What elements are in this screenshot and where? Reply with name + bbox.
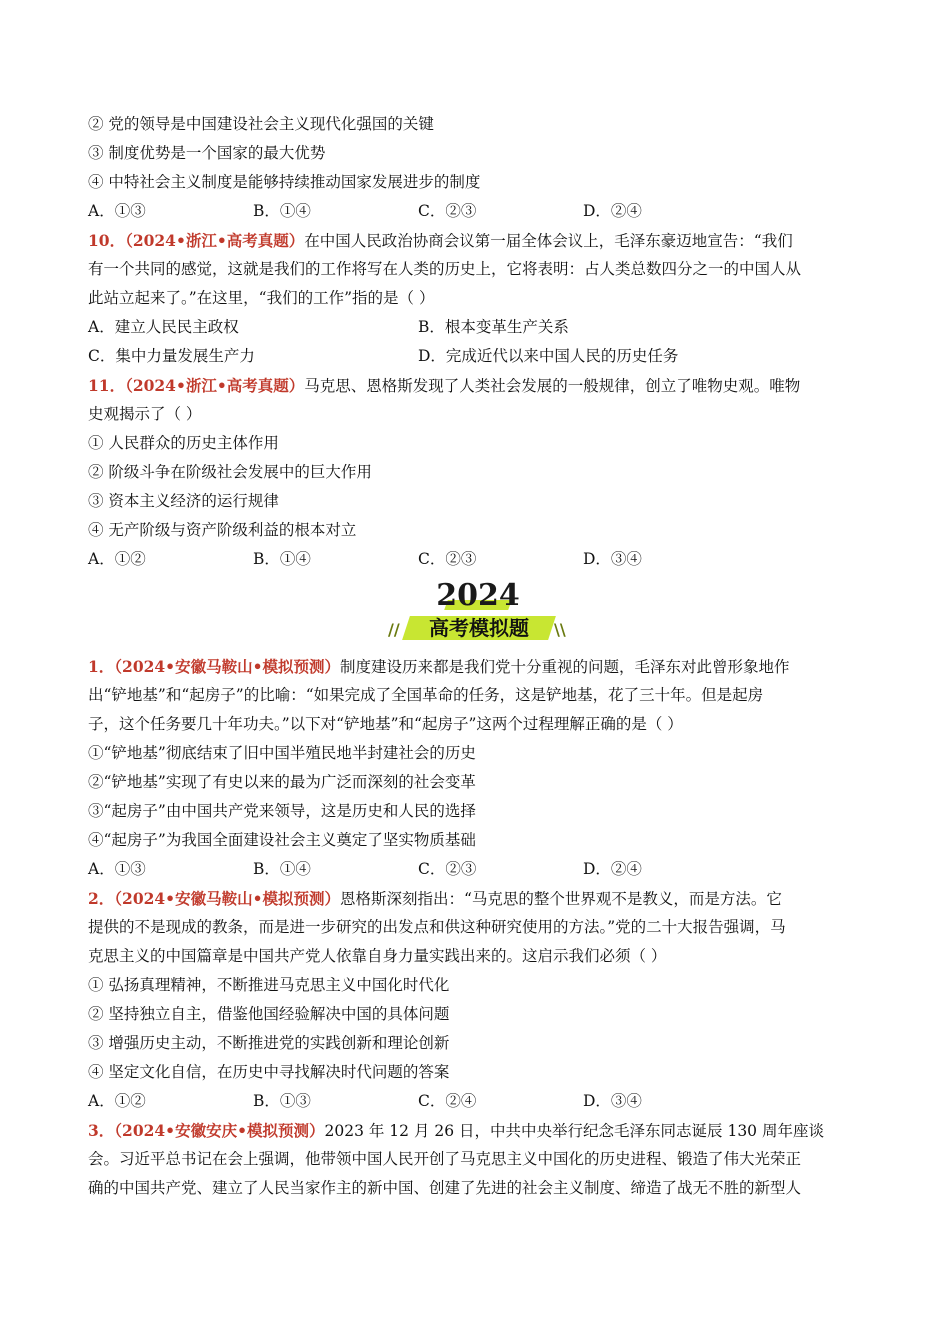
option-b: B．①③: [253, 1092, 311, 1110]
q10-options-row1: [88, 313, 868, 342]
option-a: A．①②: [88, 1092, 146, 1110]
m1-item-3: ③“起房子”由中国共产党来领导，这是历史和人民的选择: [88, 802, 476, 820]
prev-item-2: ② 党的领导是中国建设社会主义现代化强国的关键: [88, 115, 434, 133]
q11-item-4: ④ 无产阶级与资产阶级利益的根本对立: [88, 521, 357, 539]
option-d: D．②④: [583, 202, 642, 220]
m1-line2: 出“铲地基”和“起房子”的比喻：“如果完成了全国革命的任务，这是铲地基，花了三十年。但是起房: [88, 686, 764, 704]
left-slash-icon: //: [388, 620, 400, 639]
option-d: D．②④: [583, 860, 642, 878]
q10-line1: 10．（2024•浙江•高考真题）在中国人民政治协商会议第一届全体会议上，毛泽东豪迈地宣告：“我们: [88, 231, 793, 250]
option-b: B．根本变革生产关系: [418, 318, 569, 336]
option-d: D．③④: [583, 550, 642, 568]
banner-year: 2024: [436, 578, 520, 613]
m2-line3: 克思主义的中国篇章是中国共产党人依靠自身力量实践出来的。这启示我们必须（ ）: [88, 947, 667, 965]
banner-title: 高考模拟题: [429, 616, 529, 640]
m3-line2: 会。习近平总书记在会上强调，他带领中国人民开创了马克思主义中国化的历史进程、锻造了伟大光荣正: [88, 1150, 802, 1168]
q11-item-1: ① 人民群众的历史主体作用: [88, 434, 279, 452]
m1-source: 1．（2024•安徽马鞍山•模拟预测）: [88, 657, 340, 676]
option-c: C．②③: [418, 550, 477, 568]
option-d: D．③④: [583, 1092, 642, 1110]
m2-options: [88, 1087, 868, 1116]
option-c: C．②③: [418, 860, 477, 878]
q10-line3: 此站立起来了。”在这里，“我们的工作”指的是（ ）: [88, 289, 435, 307]
q10-line2: 有一个共同的感觉，这就是我们的工作将写在人类的历史上，它将表明：占人类总数四分之一的中国人从: [88, 260, 802, 278]
option-b: B．①④: [253, 202, 311, 220]
m2-item-4: ④ 坚定文化自信，在历史中寻找解决时代问题的答案: [88, 1063, 450, 1081]
m1-line3: 子，这个任务要几十年功夫。”以下对“铲地基”和“起房子”这两个过程理解正确的是（ ）: [88, 715, 683, 733]
m3-line3: 确的中国共产党、建立了人民当家作主的新中国、创建了先进的社会主义制度、缔造了战无不胜的新型人: [88, 1179, 802, 1197]
m3-line1: 3．（2024•安徽安庆•模拟预测）2023 年 12 月 26 日，中共中央举行纪念毛泽东同志诞辰 130 周年座谈: [88, 1121, 824, 1140]
option-c: C．集中力量发展生产力: [88, 347, 255, 365]
q11-options: [88, 545, 868, 574]
m1-item-2: ②“铲地基”实现了有史以来的最为广泛而深刻的社会变革: [88, 773, 476, 791]
q11-line1: 11．（2024•浙江•高考真题）马克思、恩格斯发现了人类社会发展的一般规律，创立了唯物史观。唯物: [88, 376, 801, 395]
m2-item-2: ② 坚持独立自主，借鉴他国经验解决中国的具体问题: [88, 1005, 450, 1023]
q10-source: 10．（2024•浙江•高考真题）: [88, 231, 305, 250]
option-d: D．完成近代以来中国人民的历史任务: [418, 347, 679, 365]
m1-options: [88, 855, 868, 884]
option-a: A．①②: [88, 550, 146, 568]
prev-options: [88, 197, 868, 226]
option-c: C．②③: [418, 202, 477, 220]
option-a: A．①③: [88, 202, 146, 220]
option-b: B．①④: [253, 860, 311, 878]
prev-item-3: ③ 制度优势是一个国家的最大优势: [88, 144, 326, 162]
option-a: A．①③: [88, 860, 146, 878]
option-a: A．建立人民民主政权: [88, 318, 239, 336]
m2-item-1: ① 弘扬真理精神，不断推进马克思主义中国化时代化: [88, 976, 450, 994]
right-slash-icon: \\: [554, 620, 566, 639]
m3-source: 3．（2024•安徽安庆•模拟预测）: [88, 1121, 325, 1140]
m2-item-3: ③ 增强历史主动，不断推进党的实践创新和理论创新: [88, 1034, 450, 1052]
q11-item-2: ② 阶级斗争在阶级社会发展中的巨大作用: [88, 463, 372, 481]
option-c: C．②④: [418, 1092, 477, 1110]
m2-line1: 2．（2024•安徽马鞍山•模拟预测）恩格斯深刻指出：“马克思的整个世界观不是教义，而是方法。它: [88, 889, 782, 908]
q10-options-row2: [88, 342, 868, 371]
document-page: [88, 110, 868, 1203]
q11-source: 11．（2024•浙江•高考真题）: [88, 376, 305, 395]
q11-line2: 史观揭示了（ ）: [88, 405, 202, 423]
m1-item-4: ④“起房子”为我国全面建设社会主义奠定了坚实物质基础: [88, 831, 476, 849]
option-b: B．①④: [253, 550, 311, 568]
section-banner: [88, 578, 868, 648]
q11-item-3: ③ 资本主义经济的运行规律: [88, 492, 279, 510]
prev-item-4: ④ 中特社会主义制度是能够持续推动国家发展进步的制度: [88, 173, 481, 191]
m1-item-1: ①“铲地基”彻底结束了旧中国半殖民地半封建社会的历史: [88, 744, 476, 762]
m1-line1: 1．（2024•安徽马鞍山•模拟预测）制度建设历来都是我们党十分重视的问题，毛泽东对此曾形象地作: [88, 657, 790, 676]
m2-source: 2．（2024•安徽马鞍山•模拟预测）: [88, 889, 340, 908]
m2-line2: 提供的不是现成的教条，而是进一步研究的出发点和供这种研究使用的方法。”党的二十大报告强调，马: [88, 918, 786, 936]
